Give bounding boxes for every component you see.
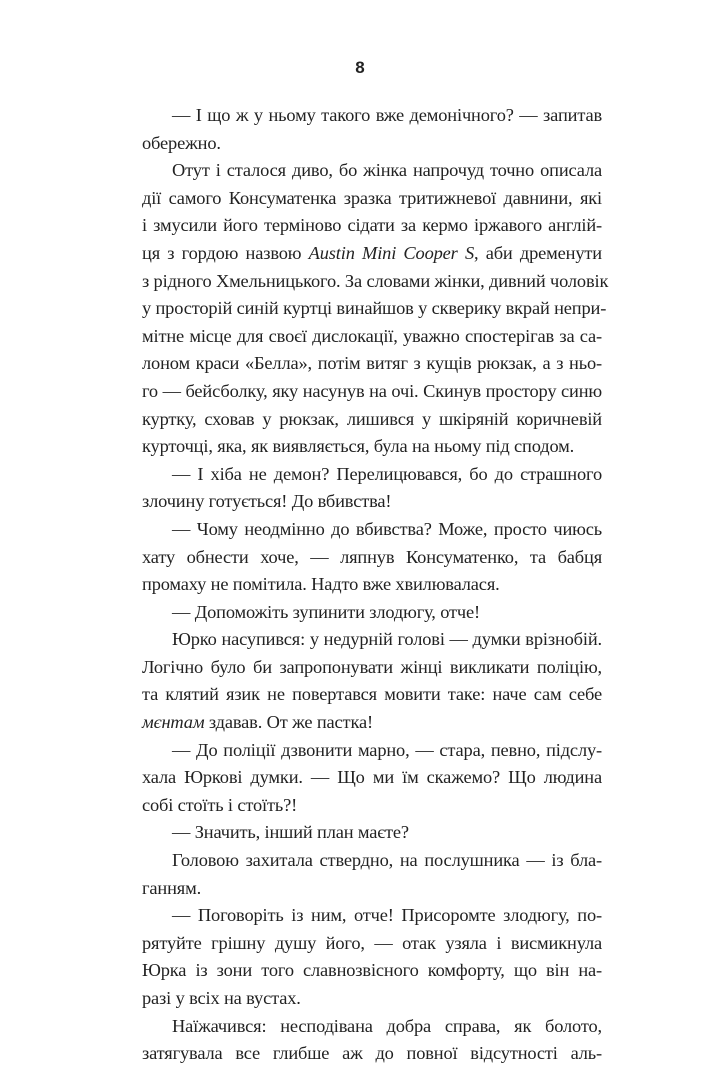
text-line: го — бейсболку, яку насунув на очі. Скинув простору синю [142, 380, 602, 401]
text-line: Наїжачився: несподівана добра справа, як болото, [172, 1015, 602, 1036]
text-line: собі стоїть і стоїть?! [142, 794, 298, 815]
text-line: промаху не помітила. Надто вже хвилювалася. [142, 574, 500, 595]
text-line: Головою захитала ствердно, на послушника — із бла- [172, 850, 602, 871]
text-line: разі у всіх на вустах. [142, 988, 301, 1008]
text-line: Логічно було би запропонувати жінці викликати поліцію, [142, 656, 602, 677]
text-line: у просторій синій куртці винайшов у скверику вкрай непри- [142, 298, 607, 319]
italic-text-segment: мєнтам [142, 712, 205, 733]
text-line: рятуйте грішну душу його, — отак узяла і висмикнула [142, 932, 602, 953]
page-number: 8 [355, 58, 365, 77]
text-line: дії самого Консуматенка зразка тритижневої давнини, які [142, 187, 602, 208]
body-text [142, 102, 609, 1068]
italic-text-segment: Austin Mini Cooper S [308, 242, 474, 263]
text-segment: ця з гордою назвою [142, 242, 309, 263]
text-line: курточці, яка, як виявляється, була на ньому під сподом. [142, 436, 575, 457]
text-line: і змусили його терміново сідати за кермо іржавого англій- [142, 215, 602, 236]
text-line: та клятий язик не повертався мовити таке: наче сам себе [142, 684, 602, 705]
text-line [142, 709, 602, 737]
text-line [142, 240, 602, 268]
text-line: Юрка із зони того славнозвісного комфорту, що він на- [142, 960, 602, 981]
text-line: — Поговоріть із ним, отче! Присоромте злодюгу, по- [172, 905, 602, 926]
text-line: Отут і сталося диво, бо жінка напрочуд точно описала [172, 160, 602, 181]
text-line: хату обнести хоче, — ляпнув Консуматенко, та бабця [142, 546, 602, 567]
text-line: — Чому неодмінно до вбивства? Може, просто чиюсь [172, 518, 602, 539]
text-line: лоном краси «Белла», потім витяг з кущів рюкзак, а з ньо- [142, 353, 602, 374]
text-segment: , аби дременути [474, 242, 602, 263]
text-line: — Допоможіть зупинити злодюгу, отче! [172, 601, 480, 622]
text-line: злочину готується! До вбивства! [142, 491, 392, 512]
text-line: — І хіба не демон? Перелицювався, бо до страшного [172, 463, 602, 484]
text-line: з рідного Хмельницького. За словами жінки, дивний чоловік [142, 270, 609, 291]
text-segment: здавав. От же пастка! [204, 712, 373, 733]
text-line: — І що ж у ньому такого вже демонічного? — запитав [172, 105, 602, 125]
text-line: затягувала все глибше аж до повної відсутності аль- [142, 1043, 602, 1064]
text-line: Юрко насупився: у недурній голові — думки врізнобій. [172, 629, 602, 650]
text-line: — Значить, інший план маєте? [172, 822, 409, 843]
text-line: куртку, сховав у рюкзак, лишився у шкіряній коричневій [142, 408, 602, 429]
text-line: — До поліції дзвонити марно, — стара, певно, підслу- [172, 739, 602, 760]
text-line: хала Юркові думки. — Що ми їм скажемо? Що людина [142, 767, 602, 788]
text-line: мітне місце для своєї дислокації, уважно спостерігав за са- [142, 325, 602, 346]
text-line: обережно. [142, 132, 221, 153]
text-line: ганням. [142, 877, 202, 898]
